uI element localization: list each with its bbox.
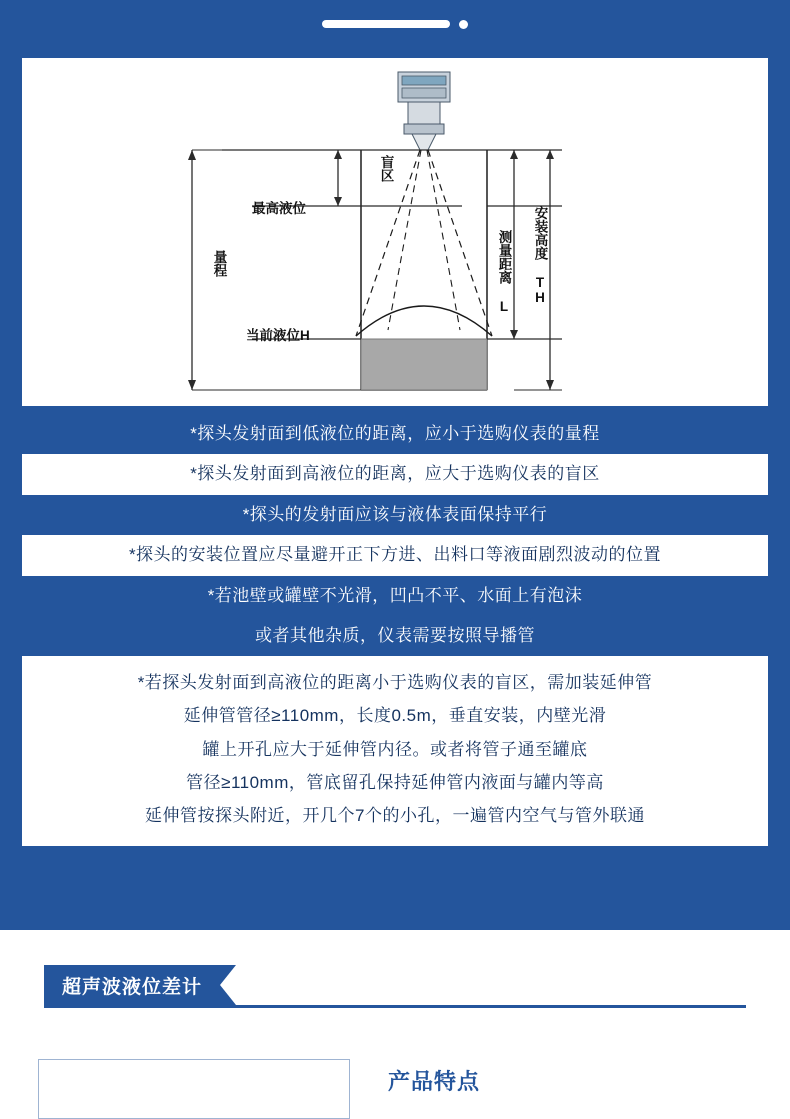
note-row: *若池壁或罐壁不光滑，凹凸不平、水面上有泡沫 [22,576,768,616]
label-max-level: 最高液位 [252,201,306,216]
page-indicator [0,14,790,34]
note-line: 罐上开孔应大于延伸管内径。或者将管子通至罐底 [202,739,588,759]
note-line: *若探头发射面到高液位的距离小于选购仪表的盲区，需加装延伸管 [137,673,653,693]
product-image-placeholder [38,1059,350,1119]
label-range: 量程 [211,250,227,277]
section-banner-title: 超声波液位差计 [44,965,220,1005]
label-measure-distance: 测量距离 L [496,230,512,314]
note-paragraph-block [22,656,768,846]
label-current-level: 当前液位H [246,328,310,343]
diagram-drawing [22,58,768,406]
note-row: *探头的安装位置应尽量避开正下方进、出料口等液面剧烈波动的位置 [22,535,768,575]
label-blind-zone: 盲区 [378,155,394,182]
section-banner-arrow [220,965,236,1005]
note-line: 管径≥110mm，管底留孔保持延伸管内液面与罐内等高 [186,772,604,792]
label-install-height: 安装高度 TH [532,206,548,305]
page-indicator-bar[interactable] [322,20,450,28]
product-features-title: 产品特点 [388,1069,481,1094]
ultrasonic-level-diagram [22,58,768,406]
note-row: 或者其他杂质，仪表需要按照导播管 [22,616,768,656]
notes-list [22,414,768,846]
note-line: 延伸管按探头附近，开几个7个的小孔，一遍管内空气与管外联通 [145,805,645,825]
section-banner [44,965,236,1005]
note-line: 延伸管管径≥110mm，长度0.5m，垂直安装，内壁光滑 [183,706,607,726]
section-divider [44,1005,746,1008]
note-row: *探头发射面到高液位的距离，应大于选购仪表的盲区 [22,454,768,494]
note-row: *探头发射面到低液位的距离，应小于选购仪表的量程 [22,414,768,454]
diagram-card [22,58,768,406]
page-indicator-dot[interactable] [459,20,468,29]
note-row: *探头的发射面应该与液体表面保持平行 [22,495,768,535]
